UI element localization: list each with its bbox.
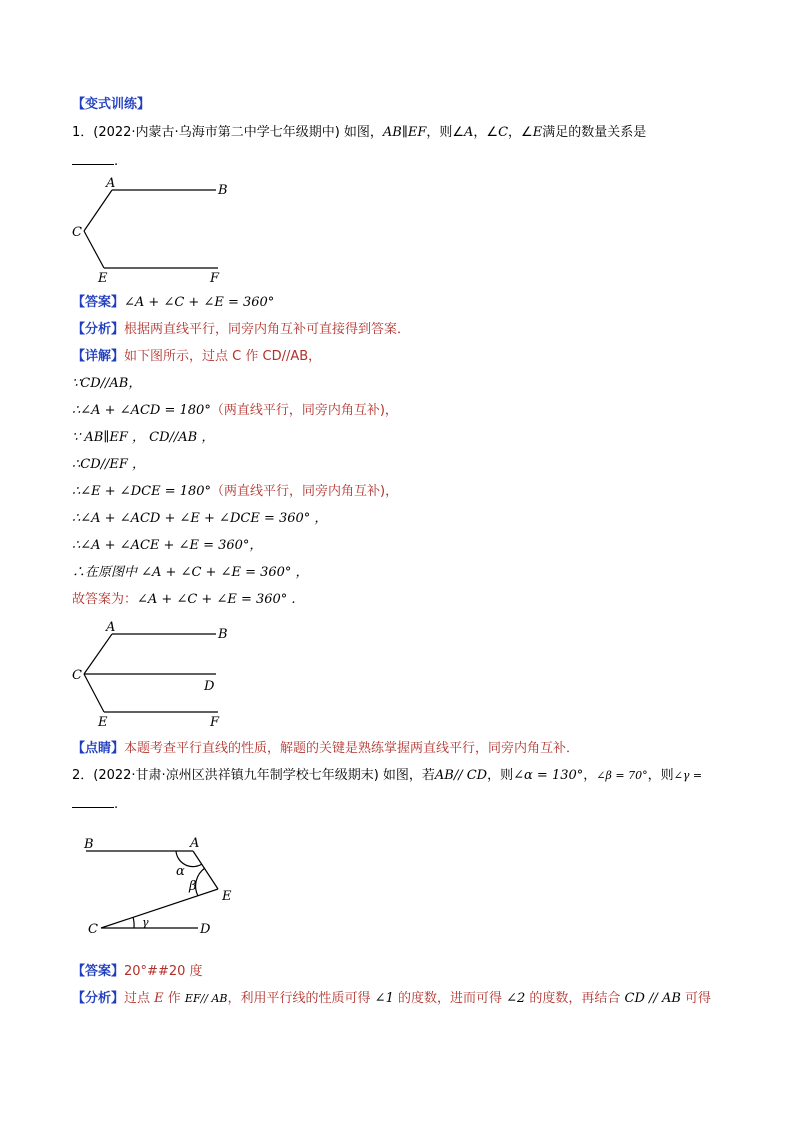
label-D-q2: D xyxy=(200,922,211,937)
q2-answer-blank: . xyxy=(72,795,118,814)
section-title: 【变式训练】 xyxy=(72,97,151,112)
label-A-q2: A xyxy=(190,836,200,851)
arc-beta xyxy=(196,868,205,896)
q1-detail-line-3: ∵ AB∥EF ， CD//AB ， xyxy=(72,430,215,445)
label-A: A xyxy=(106,176,116,191)
label-C-q2: C xyxy=(88,922,98,937)
q1-detail-line-0: 【详解】如下图所示，过点 C 作 CD//AB， xyxy=(72,349,322,364)
q1-detail-line-4: ∴CD//EF ， xyxy=(72,457,146,472)
label-F-2: F xyxy=(210,715,220,730)
q1-conclusion: 故答案为：∠A + ∠C + ∠E = 360° . xyxy=(72,592,296,607)
label-C: C xyxy=(72,225,82,240)
label-gamma: γ xyxy=(142,916,149,929)
line-AE xyxy=(193,851,218,889)
q2-analysis: 【分析】过点 E 作 EF// AB，利用平行线的性质可得 ∠1 的度数，进而可得 ∠2 的度数，再结合 CD // AB 可得 xyxy=(72,991,712,1006)
q2-answer: 【答案】20°##20 度 xyxy=(72,964,203,979)
label-F: F xyxy=(210,271,220,286)
label-A-2: A xyxy=(106,620,116,635)
label-D-2: D xyxy=(204,679,215,694)
label-C-2: C xyxy=(72,668,82,683)
q1-detail-line-5: ∴∠E + ∠DCE = 180°（两直线平行，同旁内角互补)， xyxy=(72,484,399,499)
label-B: B xyxy=(218,183,228,198)
label-E: E xyxy=(98,271,108,286)
arc-gamma xyxy=(133,917,134,928)
label-B-q2: B xyxy=(84,837,94,852)
q1-detail-line-8: ∴在原图中 ∠A + ∠C + ∠E = 360° ， xyxy=(72,565,309,580)
label-E-2: E xyxy=(98,715,108,730)
q1-detail-line-6: ∴∠A + ∠ACD + ∠E + ∠DCE = 360° ， xyxy=(72,511,328,526)
q1-detail-line-7: ∴∠A + ∠ACE + ∠E = 360°， xyxy=(72,538,263,553)
q2-stem: 2．(2022·甘肃·凉州区洪祥镇九年制学校七年级期末) 如图，若AB// CD，则∠α = 130°，∠β = 70°，则∠γ = xyxy=(72,768,703,783)
q1-analysis: 【分析】根据两直线平行，同旁内角互补可直接得到答案． xyxy=(72,322,411,337)
q1-answer: 【答案】∠A + ∠C + ∠E = 360° xyxy=(72,295,275,310)
q1-comment: 【点睛】本题考查平行直线的性质，解题的关键是熟练掌握两直线平行，同旁内角互补． xyxy=(72,741,580,756)
q1-stem: 1．(2022·内蒙古·乌海市第二中学七年级期中) 如图，AB∥EF，则∠A，∠C，∠E满足的数量关系是 xyxy=(72,125,647,140)
q1-detail-line-1: ∵CD//AB， xyxy=(72,376,142,391)
label-E-q2: E xyxy=(222,889,232,904)
label-B-2: B xyxy=(218,627,228,642)
label-beta: β xyxy=(189,879,197,894)
label-alpha: α xyxy=(176,864,185,879)
q1-answer-blank: . xyxy=(72,152,118,171)
q1-detail-line-2: ∴∠A + ∠ACD = 180°（两直线平行，同旁内角互补)， xyxy=(72,403,398,418)
